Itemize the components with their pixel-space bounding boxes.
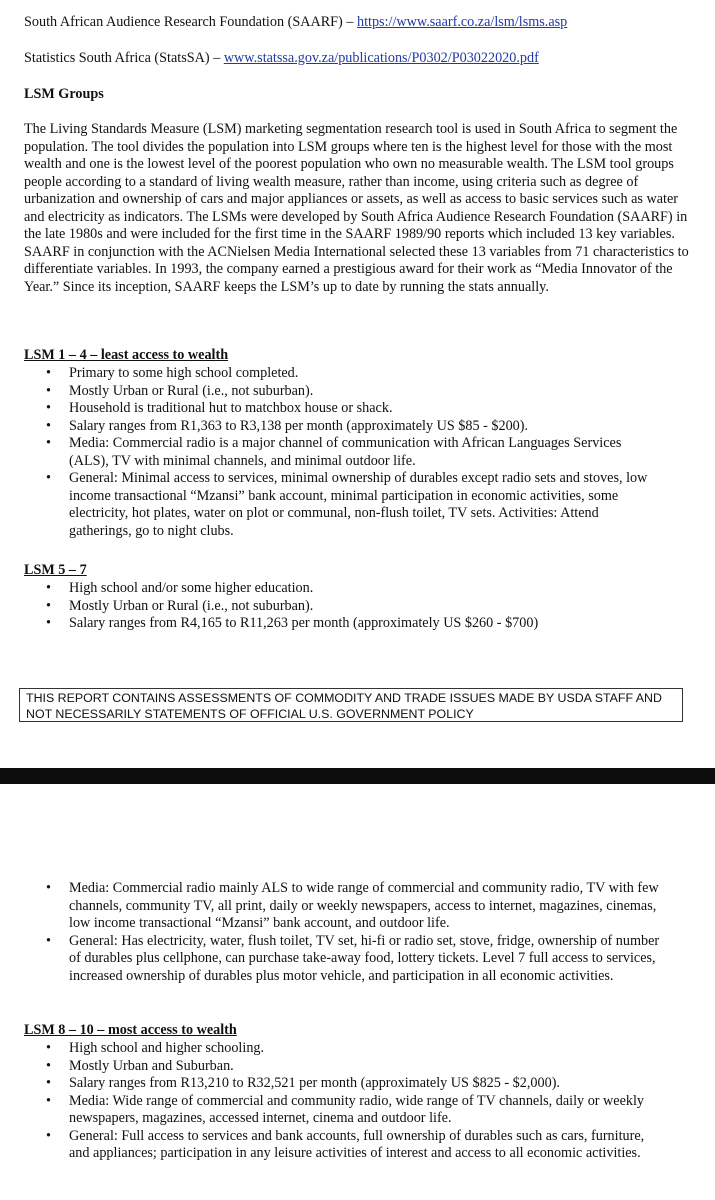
bullet-icon: • [46,417,51,434]
intro-paragraph: The Living Standards Measure (LSM) marketing segmentation research tool is used in South Africa to segment the population. The tool divides the population into LSM groups where ten is the highest level for those with the most wealth and one is the lowest level of the poorest population who own no measurable wealth. The LSM tool groups people according to a standard of living wealth measure, rather than income, using criteria such as degree of urbanization and ownership of cars and major appliances or assets, as well as access to basic services such as water and electricity as indicators. The LSMs were developed by South Africa Audience Research Foundation (SAARF) in the late 1980s and were included for the first time in the SAARF 1989/90 reports which included 13 key variables. SAARF in conjunction with the ACNielsen Media International selected these 13 variables from 71 characteristics to differentiate variables. In 1993, the company earned a prestigious award for their work as “Media Innovator of the Year.” Since its inception, SAARF keeps the LSM’s up to date by running the stats annually. [24,121,689,295]
lsm-5-7-heading: LSM 5 – 7 [24,562,87,578]
list-item [24,1040,664,1058]
list-item [24,1075,664,1093]
bullet-icon: • [46,932,51,949]
page-break-separator [0,768,715,784]
lsm-8-10-heading: LSM 8 – 10 – most access to wealth [24,1022,237,1038]
list-item [24,598,664,616]
list-item-text: Salary ranges from R13,210 to R32,521 per month (approximately US $825 - $2,000). [69,1075,560,1091]
list-item-text: Media: Commercial radio mainly ALS to wide range of commercial and community radio, TV with few channels, community TV, all print, daily or weekly newspapers, access to internet, magazines, cinemas, low income transactional “Mzansi” bank account, and outdoor life. [69,880,659,931]
reference-saarf-org: South African Audience Research Foundation (SAARF) – [24,14,357,30]
reference-saarf [24,14,694,32]
list-item-text: Primary to some high school completed. [69,365,299,381]
lsm-8-10-list [24,1040,664,1163]
list-item-text: Mostly Urban and Suburban. [69,1057,234,1074]
lsm-5-7-list [24,580,664,633]
section-title: LSM Groups [24,86,104,102]
list-item-text: Mostly Urban or Rural (i.e., not suburban). [69,597,314,614]
list-item [24,1058,664,1076]
bullet-icon: • [46,1127,51,1144]
bullet-icon: • [46,1092,51,1109]
list-item [24,880,664,933]
list-item [24,1128,664,1163]
list-item [24,470,664,540]
lsm-5-7-list-continued [24,880,664,985]
list-item [24,418,664,436]
list-item-text: Salary ranges from R4,165 to R11,263 per month (approximately US $260 - $700) [69,615,539,631]
bullet-icon: • [46,1057,51,1074]
list-item-text: Mostly Urban or Rural (i.e., not suburban). [69,382,314,399]
list-item [24,383,664,401]
bullet-icon: • [46,880,51,896]
list-item [24,400,664,418]
list-item-text: Media: Wide range of commercial and community radio, wide range of TV channels, daily or weekly newspapers, magazines, accessed internet, cinema and outdoor life. [69,1092,645,1126]
document-page-2 [0,784,715,1200]
lsm-1-4-heading: LSM 1 – 4 – least access to wealth [24,347,229,363]
list-item-text: General: Full access to services and bank accounts, full ownership of durables such as cars, furniture, and appliances; participation in any leisure activities of interest and access to all economic activities. [69,1127,645,1161]
bullet-icon: • [46,470,51,486]
list-item [24,1093,664,1128]
reference-statssa-org: Statistics South Africa (StatsSA) – [24,50,224,66]
list-item-text: Salary ranges from R1,363 to R3,138 per month (approximately US $85 - $200). [69,417,529,434]
bullet-icon: • [46,1075,51,1091]
list-item-text: High school and higher schooling. [69,1040,265,1056]
bullet-icon: • [46,1040,51,1056]
list-item-text: Household is traditional hut to matchbox house or shack. [69,400,393,416]
list-item [24,435,664,470]
list-item [24,615,664,633]
list-item-text: General: Minimal access to services, minimal ownership of durables except radio sets and stoves, low income transactional “Mzansi” bank account, minimal participation in economic activities, some electricity, hot plates, water on plot or communal, non-flush toilet, TV sets. Activities: Attend gatherings, go to night clubs. [69,470,648,539]
reference-statssa-link[interactable]: www.statssa.gov.za/publications/P0302/P03022020.pdf [223,50,539,66]
reference-saarf-link[interactable]: https://www.saarf.co.za/lsm/lsms.asp [356,14,568,30]
reference-statssa [24,50,694,68]
bullet-icon: • [46,365,51,381]
bullet-icon: • [46,615,51,631]
bullet-icon: • [46,597,51,614]
lsm-1-4-list [24,365,664,540]
list-item [24,365,664,383]
list-item-text: General: Has electricity, water, flush toilet, TV set, hi-fi or radio set, stove, fridge, ownership of number of durables plus cellphone, can purchase take-away food, lottery tickets. Level 7 full access to services, increased ownership of durables plus motor vehicle, and participation in all economic activities. [69,932,660,984]
list-item [24,580,664,598]
list-item-text: Media: Commercial radio is a major channel of communication with African Languages Services (ALS), TV with minimal channels, and minimal outdoor life. [69,435,622,469]
bullet-icon: • [46,400,51,416]
bullet-icon: • [46,580,51,596]
list-item [24,933,664,986]
bullet-icon: • [46,382,51,399]
disclaimer-box: THIS REPORT CONTAINS ASSESSMENTS OF COMMODITY AND TRADE ISSUES MADE BY USDA STAFF AND NOT NECESSARILY STATEMENTS OF OFFICIAL U.S. GOVERNMENT POLICY [19,688,683,722]
list-item-text: High school and/or some higher education. [69,580,314,596]
bullet-icon: • [46,435,51,451]
